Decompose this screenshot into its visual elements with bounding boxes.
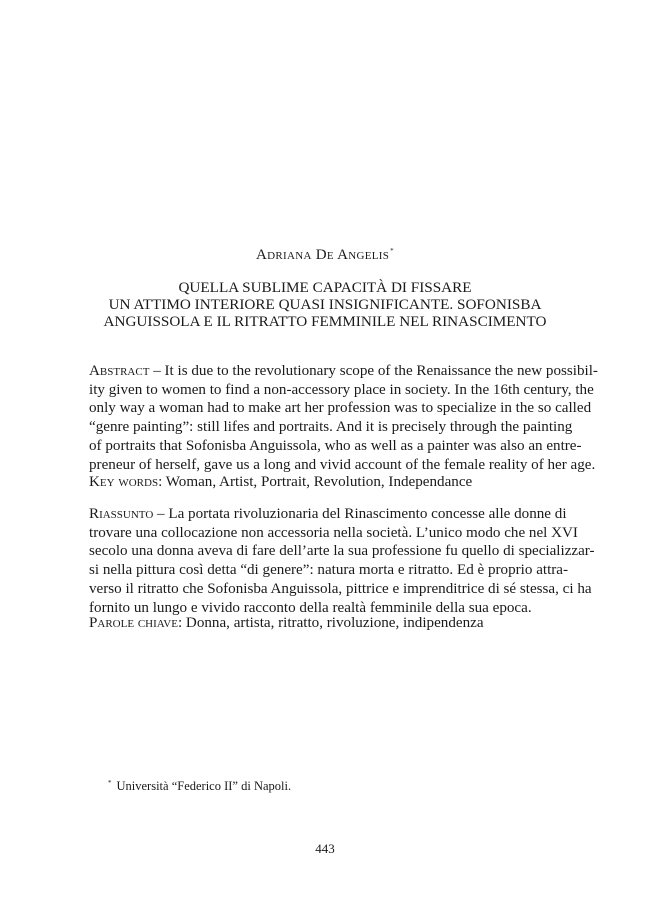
author-name-text: Adriana De Angelis [256,247,390,263]
abstract-paragraph [89,362,598,474]
page-number: 443 [315,841,335,856]
keywords-label: Key words [89,474,159,490]
parole-chiave-text: : Donna, artista, ritratto, rivoluzione, indipendenza [177,615,484,631]
riassunto-line-5: verso il ritratto che Sofonisba Anguissola, pittrice e imprenditrice di sé stessa, ci ha [89,580,592,597]
abstract-line-3: only way a woman had to make art her profession was to specialize in the so called [89,400,592,417]
abstract-line-1-text: – It is due to the revolutionary scope of the Renaissance the new possibil- [149,363,598,379]
footnote-mark: * [108,779,112,787]
riassunto-line-4: si nella pittura così detta “di genere”: natura morta e ritratto. Ed è proprio attra- [89,562,569,579]
riassunto-line-2: trovare una collocazione non accessoria nella società. L’unico modo che nel XVI [89,524,578,541]
riassunto-line-3: secolo una donna aveva di fare dell’arte la sua professione fu quello di specializzar- [89,543,595,560]
author-name [0,247,650,264]
footnote [108,779,291,794]
riassunto-line-1-text: – La portata rivoluzionaria del Rinascimento concesse alle donne di [153,506,567,522]
riassunto-paragraph [89,505,595,617]
abstract-line-2: ity given to women to find a non-accessory place in society. In the 16th century, the [89,381,594,398]
author-footnote-mark: * [390,247,394,255]
riassunto-line-6: fornito un lungo e vivido racconto della realtà femminile della sua epoca. [89,599,532,616]
article-title [60,279,590,330]
abstract-line-6: preneur of herself, gave us a long and vivid account of the female reality of her age. [89,456,596,473]
parole-chiave-line [89,614,565,633]
title-line-1: QUELLA SUBLIME CAPACITÀ DI FISSARE [178,279,472,296]
abstract-line-1 [89,362,598,381]
title-line-3: ANGUISSOLA E IL RITRATTO FEMMINILE NEL RINASCIMENTO [103,313,547,330]
abstract-label: Abstract [89,363,150,379]
keywords-line [89,473,565,492]
abstract-line-4: “genre painting”: still lifes and portraits. And it is precisely through the painting [89,419,573,436]
title-line-2: UN ATTIMO INTERIORE QUASI INSIGNIFICANTE. SOFONISBA [108,296,542,313]
keywords-text: : Woman, Artist, Portrait, Revolution, Independance [158,474,473,490]
parole-chiave-label: Parole chiave [89,615,178,631]
parole-chiave-paragraph [89,614,565,633]
riassunto-label: Riassunto [89,506,154,522]
footnote-text: Università “Federico II” di Napoli. [116,779,292,793]
riassunto-line-1 [89,505,565,524]
abstract-line-5: of portraits that Sofonisba Anguissola, who as well as a painter was also an entre- [89,437,582,454]
keywords-paragraph [89,473,565,492]
